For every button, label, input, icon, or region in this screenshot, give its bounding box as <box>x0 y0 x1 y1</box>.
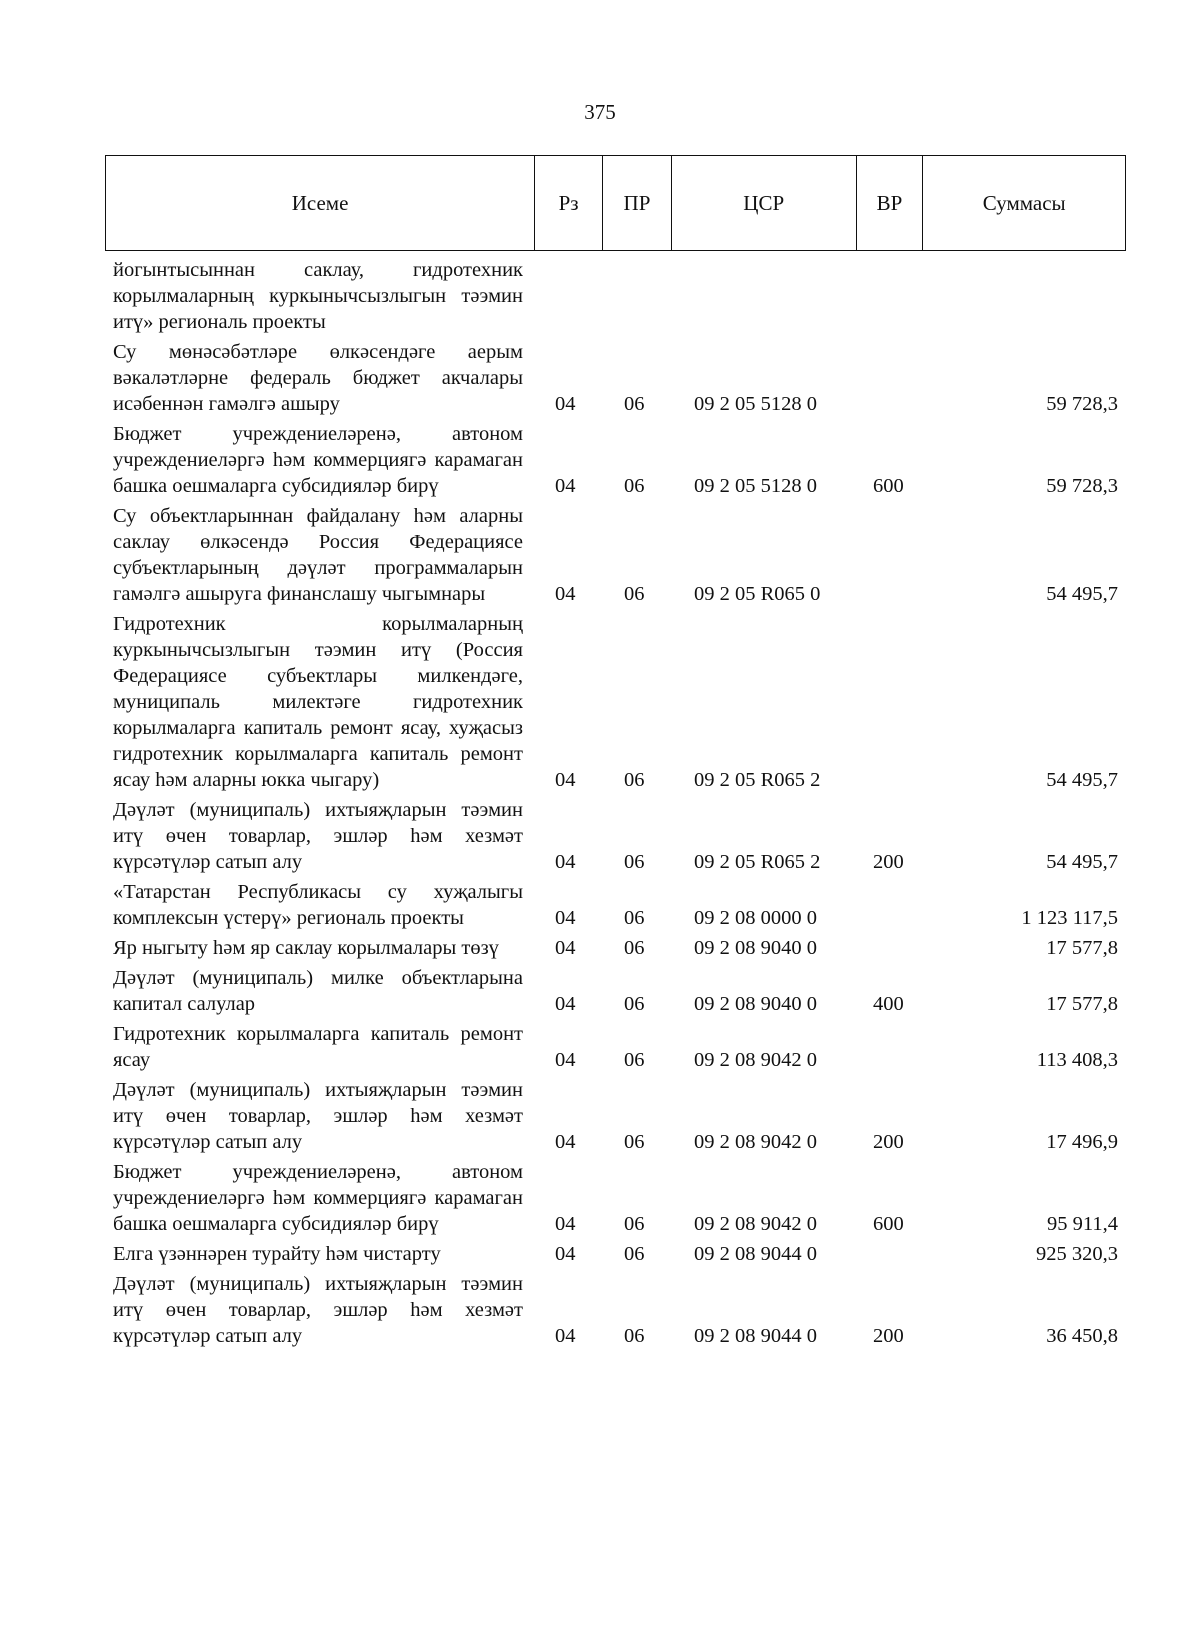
row-name: Бюджет учреждениеләренә, автоном учреждениеләргә һәм коммерциягә карамаган башка оешмаларга субсидияләр бирү <box>113 1161 523 1235</box>
row-csr: 09 2 05 R065 2 <box>694 851 821 873</box>
row-rz: 04 <box>555 993 576 1015</box>
table-row <box>0 1021 1200 1073</box>
row-sum: 54 495,7 <box>1046 769 1118 791</box>
table-row <box>0 421 1200 499</box>
row-vr: 600 <box>873 1213 904 1235</box>
row-csr: 09 2 05 R065 0 <box>694 583 821 605</box>
row-pr: 06 <box>624 475 645 497</box>
table-header <box>105 155 1126 251</box>
row-csr: 09 2 08 9042 0 <box>694 1049 817 1071</box>
header-vr: ВР <box>857 156 924 250</box>
row-name: Су мөнәсәбәтләре өлкәсендәге аерым вәкаләтләрне федераль бюджет акчалары исәбеннән гамәлгә ашыру <box>113 341 523 415</box>
row-csr: 09 2 08 0000 0 <box>694 907 817 929</box>
table-row <box>0 503 1200 607</box>
row-vr: 200 <box>873 1325 904 1347</box>
row-csr: 09 2 05 5128 0 <box>694 393 817 415</box>
table-row <box>0 257 1200 335</box>
row-csr: 09 2 08 9040 0 <box>694 993 817 1015</box>
row-name: Су объектларыннан файдалану һәм аларны саклау өлкәсендә Россия Федерациясе субъектларының дәүләт программаларын гамәлгә ашыруга финанслашу чыгымнары <box>113 505 523 605</box>
page-number: 375 <box>584 100 616 124</box>
row-pr: 06 <box>624 1243 645 1265</box>
table-row <box>0 611 1200 793</box>
row-pr: 06 <box>624 583 645 605</box>
row-name: Дәүләт (муниципаль) ихтыяҗларын тәэмин итү өчен товарлар, эшләр һәм хезмәт күрсәтүләр сатып алу <box>113 1079 523 1153</box>
row-sum: 1 123 117,5 <box>1021 907 1118 929</box>
row-sum: 54 495,7 <box>1046 583 1118 605</box>
row-name: йогынтысыннан саклау, гидротехник корылмаларның куркынычсызлыгын тәэмин итү» региональ проекты <box>113 259 523 333</box>
row-rz: 04 <box>555 1213 576 1235</box>
table-row <box>0 965 1200 1017</box>
table-row <box>0 1077 1200 1155</box>
table-row <box>0 1271 1200 1349</box>
header-csr: ЦСР <box>672 156 857 250</box>
row-name: Елга үзәннәрен турайту һәм чистарту <box>113 1243 441 1265</box>
row-name: Дәүләт (муниципаль) милке объектларына капитал салулар <box>113 967 523 1015</box>
table-row <box>0 1241 1200 1267</box>
row-sum: 36 450,8 <box>1046 1325 1118 1347</box>
row-pr: 06 <box>624 1131 645 1153</box>
row-vr: 600 <box>873 475 904 497</box>
row-name: Гидротехник корылмаларга капиталь ремонт ясау <box>113 1023 523 1071</box>
row-pr: 06 <box>624 1049 645 1071</box>
row-pr: 06 <box>624 993 645 1015</box>
header-name: Исеме <box>106 156 535 250</box>
row-rz: 04 <box>555 1049 576 1071</box>
row-pr: 06 <box>624 907 645 929</box>
row-name: «Татарстан Республикасы су хуҗалыгы комплексын үстерү» региональ проекты <box>113 881 523 929</box>
row-pr: 06 <box>624 851 645 873</box>
row-sum: 17 496,9 <box>1046 1131 1118 1153</box>
row-rz: 04 <box>555 1325 576 1347</box>
row-sum: 113 408,3 <box>1036 1049 1118 1071</box>
table-row <box>0 797 1200 875</box>
row-name: Дәүләт (муниципаль) ихтыяҗларын тәэмин итү өчен товарлар, эшләр һәм хезмәт күрсәтүләр сатып алу <box>113 799 523 873</box>
row-csr: 09 2 08 9044 0 <box>694 1243 817 1265</box>
row-vr: 200 <box>873 851 904 873</box>
row-rz: 04 <box>555 1131 576 1153</box>
row-sum: 54 495,7 <box>1046 851 1118 873</box>
row-pr: 06 <box>624 937 645 959</box>
row-name: Бюджет учреждениеләренә, автоном учреждениеләргә һәм коммерциягә карамаган башка оешмаларга субсидияләр бирү <box>113 423 523 497</box>
row-name: Яр ныгыту һәм яр саклау корылмалары төзү <box>113 937 499 959</box>
table-row <box>0 879 1200 931</box>
table-body <box>0 253 1200 1349</box>
row-csr: 09 2 08 9044 0 <box>694 1325 817 1347</box>
row-name: Дәүләт (муниципаль) ихтыяҗларын тәэмин итү өчен товарлар, эшләр һәм хезмәт күрсәтүләр сатып алу <box>113 1273 523 1347</box>
row-csr: 09 2 08 9040 0 <box>694 937 817 959</box>
row-rz: 04 <box>555 393 576 415</box>
header-sum: Суммасы <box>982 190 1066 215</box>
header-pr: ПР <box>603 156 672 250</box>
row-pr: 06 <box>624 1325 645 1347</box>
row-rz: 04 <box>555 907 576 929</box>
row-pr: 06 <box>624 393 645 415</box>
row-name: Гидротехник корылмаларның куркынычсызлыгын тәэмин итү (Россия Федерациясе субъектлары милкендәге, муниципаль милектәге гидротехник корылмаларга капиталь ремонт ясау, хуҗасыз гидротехник корылмаларга капиталь ремонт ясау һәм аларны юкка чыгару) <box>113 613 523 791</box>
row-rz: 04 <box>555 769 576 791</box>
row-sum: 925 320,3 <box>1036 1243 1118 1265</box>
row-vr: 400 <box>873 993 904 1015</box>
row-sum: 59 728,3 <box>1046 475 1118 497</box>
table-row <box>0 1159 1200 1237</box>
table-row <box>0 935 1200 961</box>
row-csr: 09 2 08 9042 0 <box>694 1213 817 1235</box>
row-rz: 04 <box>555 1243 576 1265</box>
row-rz: 04 <box>555 583 576 605</box>
row-rz: 04 <box>555 475 576 497</box>
row-csr: 09 2 08 9042 0 <box>694 1131 817 1153</box>
row-pr: 06 <box>624 1213 645 1235</box>
row-csr: 09 2 05 5128 0 <box>694 475 817 497</box>
row-vr: 200 <box>873 1131 904 1153</box>
row-csr: 09 2 05 R065 2 <box>694 769 821 791</box>
row-sum: 17 577,8 <box>1046 993 1118 1015</box>
row-rz: 04 <box>555 851 576 873</box>
row-sum: 95 911,4 <box>1047 1213 1118 1235</box>
table-row <box>0 339 1200 417</box>
row-rz: 04 <box>555 937 576 959</box>
row-sum: 17 577,8 <box>1046 937 1118 959</box>
row-sum: 59 728,3 <box>1046 393 1118 415</box>
header-rz: Рз <box>535 156 603 250</box>
row-pr: 06 <box>624 769 645 791</box>
